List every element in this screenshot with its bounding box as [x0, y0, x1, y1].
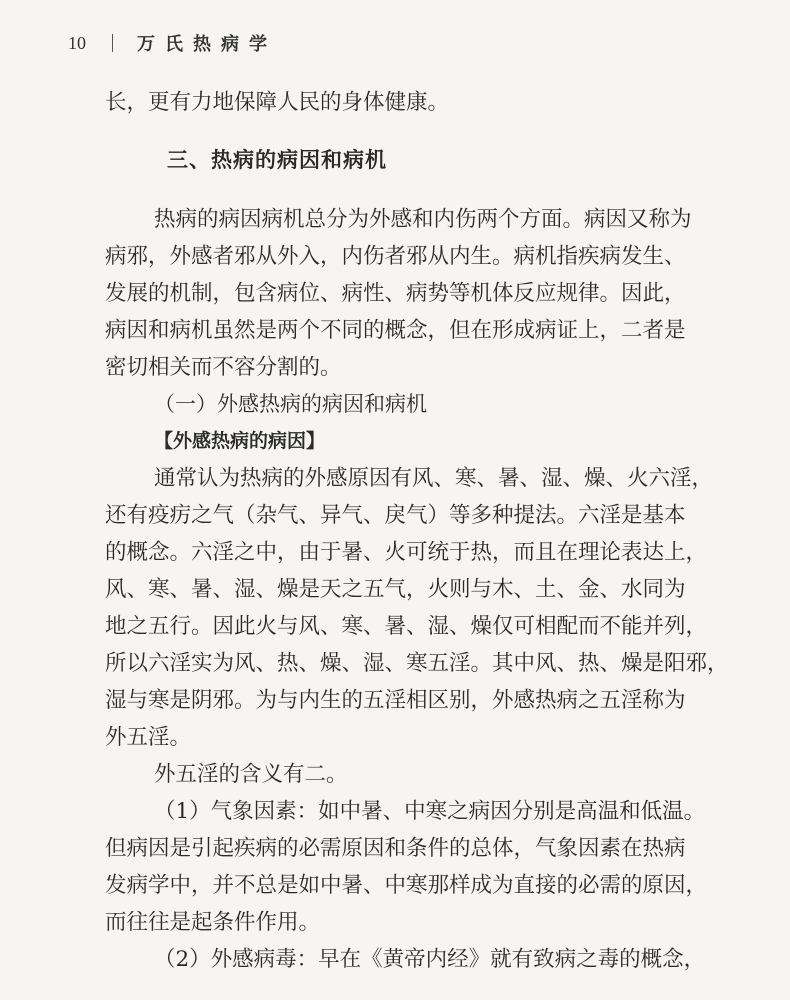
text-line: 发展的机制，包含病位、病性、病势等机体反应规律。因此，: [105, 281, 686, 306]
text-line: 所以六淫实为风、热、燥、湿、寒五淫。其中风、热、燥是阳邪，: [105, 651, 729, 676]
page-number: 10: [68, 32, 86, 53]
section-heading: 三、热病的病因和病机: [167, 148, 387, 172]
text-line: 而往往是起条件作用。: [105, 910, 321, 935]
text-line: 外五淫。: [105, 725, 192, 750]
text-line: 还有疫疠之气（杂气、异气、戾气）等多种提法。六淫是基本: [105, 503, 686, 528]
paragraph-etiology-intro: [105, 201, 775, 386]
text-line: 病邪，外感者邪从外入，内伤者邪从内生。病机指疾病发生、: [105, 244, 686, 269]
text-line: 发病学中，并不总是如中暑、中寒那样成为直接的必需的原因，: [105, 873, 708, 898]
text-line: 风、寒、暑、湿、燥是天之五气，火则与木、土、金、水同为: [105, 577, 686, 602]
book-title: 万氏热病学: [137, 34, 277, 55]
text-line: 湿与寒是阴邪。为与内生的五淫相区别，外感热病之五淫称为: [105, 688, 686, 713]
page-body: [105, 84, 775, 978]
text-line: 的概念。六淫之中，由于暑、火可统于热，而且在理论表达上，: [105, 540, 708, 565]
subsection-heading: （一）外感热病的病因和病机: [154, 392, 427, 416]
text-line: 地之五行。因此火与风、寒、暑、湿、燥仅可相配而不能并列，: [105, 614, 708, 639]
paragraph-external-toxins: （2）外感病毒：早在《黄帝内经》就有致病之毒的概念，: [154, 947, 706, 972]
text-line: 热病的病因病机总分为外感和内伤两个方面。病因又称为: [154, 207, 692, 232]
header-divider: [112, 34, 113, 52]
continuation-text: 长，更有力地保障人民的身体健康。: [105, 90, 450, 115]
text-line: （1）气象因素：如中暑、中寒之病因分别是高温和低温。: [154, 799, 706, 824]
paragraph-weather-factors: [105, 793, 775, 941]
text-line: 通常认为热病的外感原因有风、寒、暑、湿、燥、火六淫，: [154, 466, 714, 491]
paragraph-six-excesses: [105, 460, 775, 756]
page-header: [68, 30, 277, 56]
bracket-heading: 【外感热病的病因】: [154, 430, 326, 452]
paragraph-two-meanings: 外五淫的含义有二。: [154, 762, 348, 787]
text-line: 病因和病机虽然是两个不同的概念，但在形成病证上，二者是: [105, 318, 686, 343]
text-line: 密切相关而不容分割的。: [105, 355, 342, 380]
text-line: 但病因是引起疾病的必需原因和条件的总体，气象因素在热病: [105, 836, 686, 861]
